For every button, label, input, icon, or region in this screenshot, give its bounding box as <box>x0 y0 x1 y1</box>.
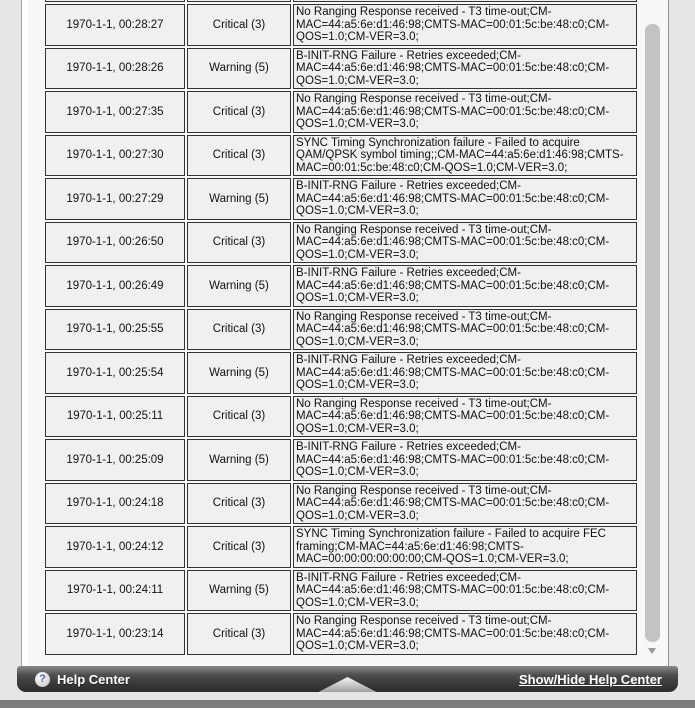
vertical-scrollbar[interactable] <box>644 0 661 661</box>
event-priority-cell: Critical (3) <box>187 396 291 438</box>
event-description-cell: B-INIT-RNG Failure - Retries exceeded;CM-MAC=44:a5:6e:d1:46:98;CMTS-MAC=00:01:5c:be:48:c0;CM-QOS=1.0;CM-VER=3.0; <box>293 439 637 481</box>
event-priority-cell: Critical (3) <box>187 483 291 525</box>
table-row <box>45 526 637 568</box>
event-priority-cell <box>187 0 291 2</box>
event-priority-cell: Warning (5) <box>187 439 291 481</box>
event-priority-cell: Critical (3) <box>187 613 291 655</box>
event-time-cell: 1970-1-1, 00:23:14 <box>45 613 185 655</box>
event-time-cell: 1970-1-1, 00:28:26 <box>45 48 185 90</box>
event-description-cell: B-INIT-RNG Failure - Retries exceeded;CM-MAC=44:a5:6e:d1:46:98;CMTS-MAC=00:01:5c:be:48:c0;CM-QOS=1.0;CM-VER=3.0; <box>293 48 637 90</box>
event-description-cell: No Ranging Response received - T3 time-out;CM-MAC=44:a5:6e:d1:46:98;CMTS-MAC=00:01:5c:be:48:c0;CM-QOS=1.0;CM-VER=3.0; <box>293 613 637 655</box>
event-time-cell: 1970-1-1, 00:24:18 <box>45 483 185 525</box>
event-log-table <box>43 0 639 657</box>
event-priority-cell: Critical (3) <box>187 222 291 264</box>
help-center-label: Help Center <box>57 671 130 687</box>
event-description-cell: B-INIT-RNG Failure - Retries exceeded;CM-MAC=44:a5:6e:d1:46:98;CMTS-MAC=00:01:5c:be:48:c0;CM-QOS=1.0;CM-VER=3.0; <box>293 265 637 307</box>
table-row-partial <box>45 0 637 2</box>
table-row <box>45 396 637 438</box>
scrollbar-thumb[interactable] <box>645 24 660 642</box>
event-time-cell: 1970-1-1, 00:27:35 <box>45 91 185 133</box>
table-row <box>45 483 637 525</box>
event-time-cell: 1970-1-1, 00:25:55 <box>45 309 185 351</box>
event-description-cell: SYNC Timing Synchronization failure - Failed to acquire FEC framing;CM-MAC=44:a5:6e:d1:46:98;CMTS-MAC=00:00:00:00:00:00;CM-QOS=1.0;CM-VER=3.0; <box>293 526 637 568</box>
table-row <box>45 222 637 264</box>
event-description-cell: No Ranging Response received - T3 time-out;CM-MAC=44:a5:6e:d1:46:98;CMTS-MAC=00:01:5c:be:48:c0;CM-QOS=1.0;CM-VER=3.0; <box>293 4 637 46</box>
table-row <box>45 439 637 481</box>
event-time-cell: 1970-1-1, 00:28:27 <box>45 4 185 46</box>
page-bottom-bar <box>0 700 695 708</box>
event-time-cell: 1970-1-1, 00:25:11 <box>45 396 185 438</box>
event-time-cell <box>45 0 185 2</box>
table-row <box>45 309 637 351</box>
table-row <box>45 4 637 46</box>
help-center-toggle[interactable] <box>35 672 130 687</box>
event-time-cell: 1970-1-1, 00:24:11 <box>45 570 185 612</box>
event-priority-cell: Warning (5) <box>187 570 291 612</box>
event-description-cell: No Ranging Response received - T3 time-out;CM-MAC=44:a5:6e:d1:46:98;CMTS-MAC=00:01:5c:be:48:c0;CM-QOS=1.0;CM-VER=3.0; <box>293 309 637 351</box>
event-log-viewport <box>43 0 643 662</box>
event-priority-cell: Critical (3) <box>187 135 291 177</box>
event-time-cell: 1970-1-1, 00:26:50 <box>45 222 185 264</box>
event-priority-cell: Critical (3) <box>187 526 291 568</box>
table-row <box>45 48 637 90</box>
table-row <box>45 570 637 612</box>
expand-panel-triangle-icon[interactable] <box>319 677 377 692</box>
question-mark-icon: ? <box>35 672 50 687</box>
event-description-cell <box>293 0 637 2</box>
event-time-cell: 1970-1-1, 00:27:29 <box>45 178 185 220</box>
event-description-cell: No Ranging Response received - T3 time-out;CM-MAC=44:a5:6e:d1:46:98;CMTS-MAC=00:01:5c:be:48:c0;CM-QOS=1.0;CM-VER=3.0; <box>293 222 637 264</box>
table-row <box>45 178 637 220</box>
event-description-cell: No Ranging Response received - T3 time-out;CM-MAC=44:a5:6e:d1:46:98;CMTS-MAC=00:01:5c:be:48:c0;CM-QOS=1.0;CM-VER=3.0; <box>293 483 637 525</box>
event-description-cell: B-INIT-RNG Failure - Retries exceeded;CM-MAC=44:a5:6e:d1:46:98;CMTS-MAC=00:01:5c:be:48:c0;CM-QOS=1.0;CM-VER=3.0; <box>293 570 637 612</box>
table-row <box>45 265 637 307</box>
table-row <box>45 352 637 394</box>
event-time-cell: 1970-1-1, 00:26:49 <box>45 265 185 307</box>
scroll-down-arrow-icon[interactable] <box>648 648 656 654</box>
table-row <box>45 91 637 133</box>
event-time-cell: 1970-1-1, 00:25:54 <box>45 352 185 394</box>
event-description-cell: No Ranging Response received - T3 time-out;CM-MAC=44:a5:6e:d1:46:98;CMTS-MAC=00:01:5c:be:48:c0;CM-QOS=1.0;CM-VER=3.0; <box>293 396 637 438</box>
table-row <box>45 613 637 655</box>
event-priority-cell: Critical (3) <box>187 4 291 46</box>
table-row <box>45 135 637 177</box>
event-priority-cell: Critical (3) <box>187 309 291 351</box>
event-description-cell: B-INIT-RNG Failure - Retries exceeded;CM-MAC=44:a5:6e:d1:46:98;CMTS-MAC=00:01:5c:be:48:c0;CM-QOS=1.0;CM-VER=3.0; <box>293 178 637 220</box>
event-time-cell: 1970-1-1, 00:27:30 <box>45 135 185 177</box>
event-description-cell: SYNC Timing Synchronization failure - Failed to acquire QAM/QPSK symbol timing;;CM-MAC=44:a5:6e:d1:46:98;CMTS-MAC=00:01:5c:be:48:c0;CM-QOS=1.0;CM-VER=3.0; <box>293 135 637 177</box>
event-priority-cell: Critical (3) <box>187 91 291 133</box>
help-center-bar <box>17 666 678 692</box>
event-priority-cell: Warning (5) <box>187 265 291 307</box>
event-description-cell: No Ranging Response received - T3 time-out;CM-MAC=44:a5:6e:d1:46:98;CMTS-MAC=00:01:5c:be:48:c0;CM-QOS=1.0;CM-VER=3.0; <box>293 91 637 133</box>
event-time-cell: 1970-1-1, 00:25:09 <box>45 439 185 481</box>
event-priority-cell: Warning (5) <box>187 352 291 394</box>
event-time-cell: 1970-1-1, 00:24:12 <box>45 526 185 568</box>
show-hide-help-center-link[interactable]: Show/Hide Help Center <box>518 671 662 687</box>
event-priority-cell: Warning (5) <box>187 48 291 90</box>
event-priority-cell: Warning (5) <box>187 178 291 220</box>
event-description-cell: B-INIT-RNG Failure - Retries exceeded;CM-MAC=44:a5:6e:d1:46:98;CMTS-MAC=00:01:5c:be:48:c0;CM-QOS=1.0;CM-VER=3.0; <box>293 352 637 394</box>
